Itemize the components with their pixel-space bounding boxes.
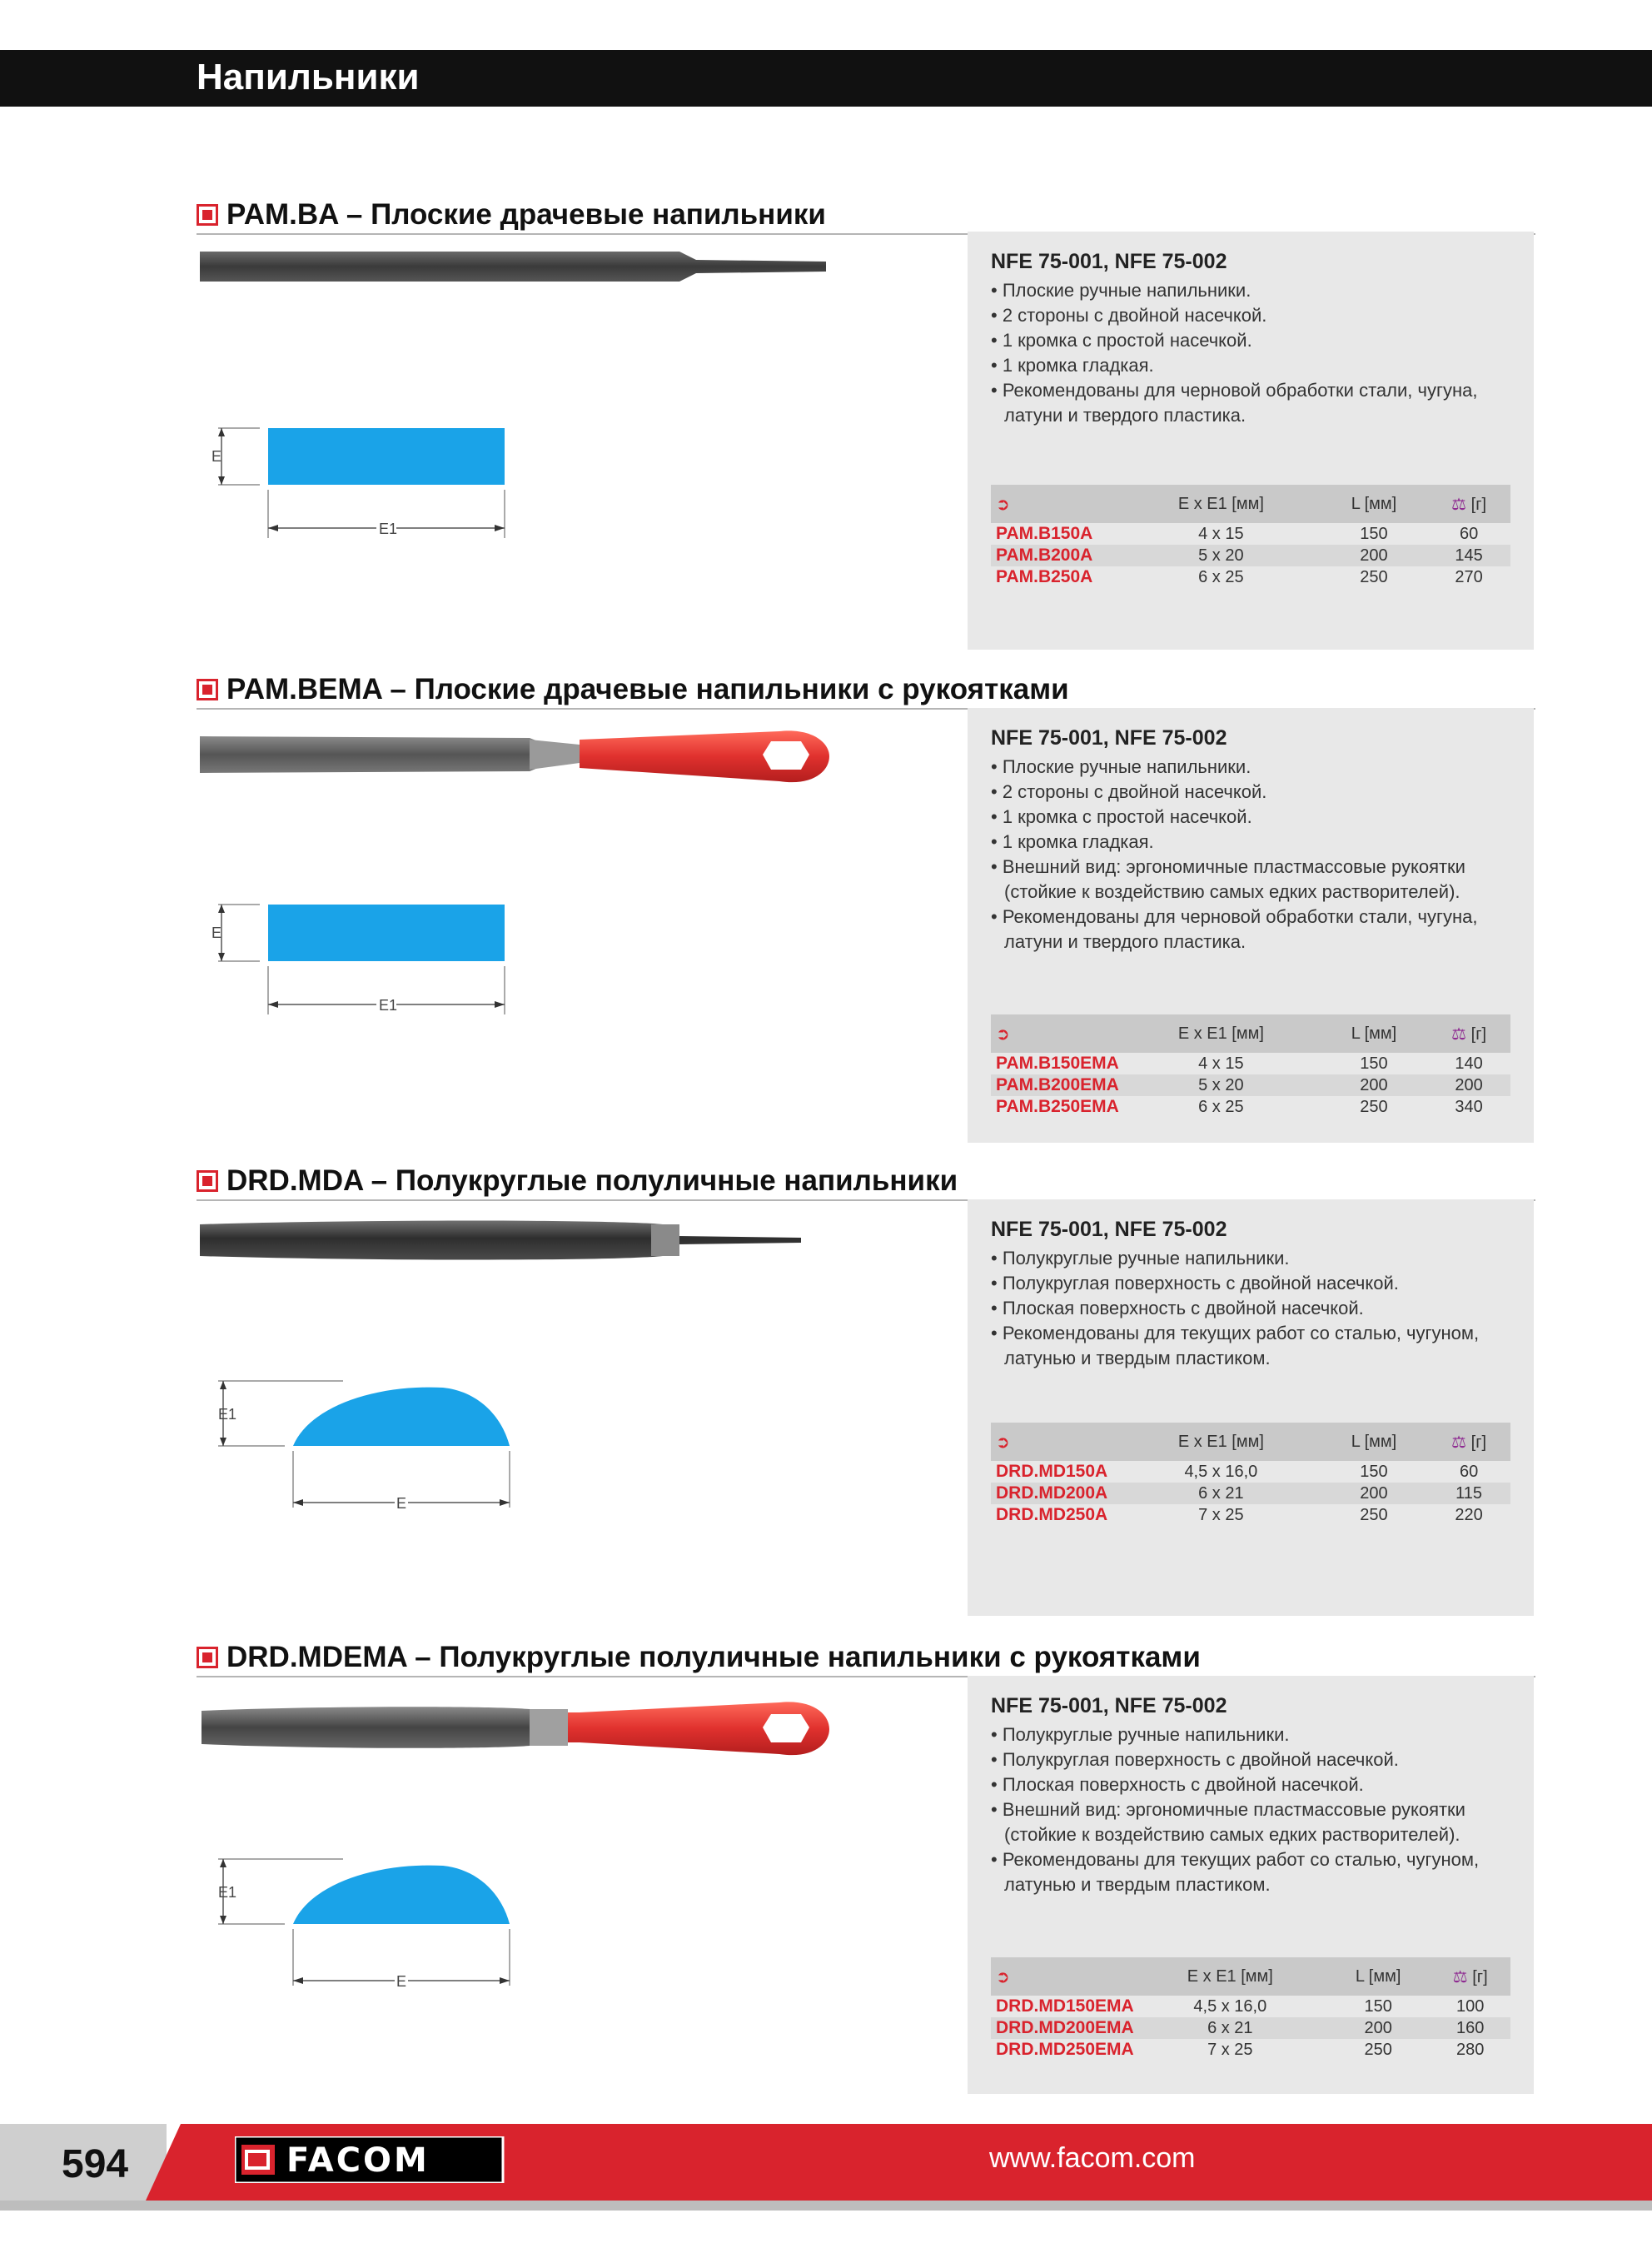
table-row bbox=[991, 1504, 1510, 1526]
row-len: 150 bbox=[1364, 1996, 1392, 2016]
rect-profile-diagram bbox=[210, 416, 518, 541]
feature-item: • Плоская поверхность с двойной насечкой. bbox=[991, 1296, 1507, 1321]
row-len: 150 bbox=[1360, 524, 1388, 543]
section-header-drd-mdema bbox=[197, 1639, 1535, 1677]
row-len: 200 bbox=[1326, 2017, 1430, 2039]
spec-table bbox=[991, 1423, 1510, 1526]
feature-list bbox=[991, 755, 1507, 955]
reference-icon: ➲ bbox=[991, 1957, 1134, 1996]
row-weight: 60 bbox=[1459, 1462, 1479, 1481]
profile-width-label: E1 bbox=[379, 521, 398, 537]
col-dimensions: E x E1 [мм] bbox=[1134, 1957, 1326, 1996]
row-dim: 6 x 21 bbox=[1134, 2017, 1326, 2039]
row-weight: 280 bbox=[1455, 2040, 1485, 2059]
feature-item: • Плоские ручные напильники. bbox=[991, 278, 1507, 303]
feature-list bbox=[991, 1722, 1507, 1897]
row-dim: 5 x 20 bbox=[1122, 1074, 1321, 1096]
row-ref: DRD.MD250EMA bbox=[996, 2040, 1134, 2059]
spec-box-pam-bema bbox=[968, 708, 1534, 1143]
row-len: 150 bbox=[1360, 1054, 1388, 1073]
section-header-pam-ba bbox=[197, 197, 1535, 235]
weight-icon: ⚖ bbox=[1452, 1967, 1468, 1986]
table-row bbox=[991, 523, 1510, 545]
row-ref: PAM.B150EMA bbox=[996, 1054, 1119, 1073]
reference-icon: ➲ bbox=[991, 485, 1122, 523]
feature-list bbox=[991, 1246, 1507, 1371]
table-row bbox=[991, 1483, 1510, 1504]
row-ref: PAM.B250EMA bbox=[996, 1097, 1119, 1116]
feature-item: • Полукруглые ручные напильники. bbox=[991, 1246, 1507, 1271]
feature-item: • 1 кромка гладкая. bbox=[991, 830, 1507, 855]
table-row bbox=[991, 2039, 1510, 2061]
table-row bbox=[991, 1996, 1510, 2017]
spec-box-drd-mdema bbox=[968, 1676, 1534, 2094]
row-len: 250 bbox=[1360, 1097, 1388, 1116]
row-dim: 7 x 25 bbox=[1198, 1505, 1244, 1524]
table-row bbox=[991, 1096, 1510, 1118]
table-row bbox=[991, 1074, 1510, 1096]
col-dimensions: E x E1 [мм] bbox=[1122, 1014, 1321, 1053]
row-ref: DRD.MD150A bbox=[996, 1462, 1108, 1481]
feature-item: • Полукруглые ручные напильники. bbox=[991, 1722, 1507, 1747]
row-dim: 4 x 15 bbox=[1198, 524, 1244, 543]
row-ref: DRD.MD200EMA bbox=[991, 2017, 1134, 2039]
table-row bbox=[991, 566, 1510, 588]
table-row bbox=[991, 1461, 1510, 1483]
col-length: L [мм] bbox=[1321, 1014, 1427, 1053]
row-dim: 4,5 x 16,0 bbox=[1184, 1462, 1258, 1481]
feature-item: • 1 кромка с простой насечкой. bbox=[991, 805, 1507, 830]
row-weight: 140 bbox=[1455, 1054, 1483, 1073]
row-weight: 60 bbox=[1459, 524, 1479, 543]
row-dim: 4,5 x 16,0 bbox=[1193, 1996, 1267, 2016]
spec-table bbox=[991, 1957, 1510, 2061]
profile-width-label: E1 bbox=[379, 997, 398, 1014]
flat-file-image bbox=[197, 247, 829, 288]
row-weight: 220 bbox=[1455, 1505, 1483, 1524]
profile-height-label: E bbox=[211, 925, 222, 941]
section-title: PAM.BEMA – Плоские драчевые напильники с рукоятками bbox=[226, 673, 1069, 705]
feature-list bbox=[991, 278, 1507, 428]
rect-profile-diagram bbox=[210, 893, 518, 1018]
page-number: 594 bbox=[62, 2142, 129, 2186]
feature-item: • Плоские ручные напильники. bbox=[991, 755, 1507, 780]
half-round-profile-diagram bbox=[210, 1851, 526, 1992]
feature-item: • Рекомендованы для текущих работ со сталью, чугуном, латунью и твердым пластиком. bbox=[991, 1847, 1507, 1897]
profile-width-label: E bbox=[396, 1973, 407, 1990]
row-ref: DRD.MD150EMA bbox=[996, 1996, 1134, 2016]
feature-item: • 2 стороны с двойной насечкой. bbox=[991, 780, 1507, 805]
row-weight: 115 bbox=[1427, 1483, 1510, 1504]
row-ref: DRD.MD200A bbox=[991, 1483, 1122, 1504]
section-marker-icon bbox=[197, 204, 218, 226]
row-len: 200 bbox=[1321, 545, 1427, 566]
brand-name: FACOM bbox=[286, 2141, 430, 2180]
half-round-file-image bbox=[197, 1216, 813, 1263]
section-header-drd-mda bbox=[197, 1163, 1535, 1201]
feature-item: • Рекомендованы для текущих работ со сталью, чугуном, латунью и твердым пластиком. bbox=[991, 1321, 1507, 1371]
standard-label: NFE 75-001, NFE 75-002 bbox=[991, 1694, 1227, 1717]
col-dimensions: E x E1 [мм] bbox=[1122, 1423, 1321, 1461]
weight-icon: ⚖ bbox=[1451, 1024, 1467, 1044]
col-length: L [мм] bbox=[1321, 1423, 1427, 1461]
spec-box-drd-mda bbox=[968, 1199, 1534, 1616]
feature-item: • Полукруглая поверхность с двойной насечкой. bbox=[991, 1271, 1507, 1296]
facom-logo bbox=[235, 2136, 510, 2183]
col-length: L [мм] bbox=[1326, 1957, 1430, 1996]
feature-item: • Полукруглая поверхность с двойной насечкой. bbox=[991, 1747, 1507, 1772]
row-len: 250 bbox=[1360, 1505, 1388, 1524]
col-weight: ⚖ [г] bbox=[1427, 485, 1510, 523]
weight-icon: ⚖ bbox=[1451, 495, 1467, 514]
flat-file-with-handle-image bbox=[197, 720, 846, 791]
row-len: 200 bbox=[1321, 1074, 1427, 1096]
page-title: Напильники bbox=[197, 57, 420, 97]
col-length: L [мм] bbox=[1321, 485, 1427, 523]
standard-label: NFE 75-001, NFE 75-002 bbox=[991, 726, 1227, 750]
feature-item: • Внешний вид: эргономичные пластмассовые рукоятки (стойкие к воздействию самых едких растворителей). bbox=[991, 1797, 1507, 1847]
col-weight: ⚖ [г] bbox=[1430, 1957, 1510, 1996]
row-len: 200 bbox=[1321, 1483, 1427, 1504]
row-len: 250 bbox=[1364, 2040, 1392, 2059]
row-dim: 6 x 21 bbox=[1122, 1483, 1321, 1504]
row-ref: DRD.MD250A bbox=[996, 1505, 1108, 1524]
section-marker-icon bbox=[197, 1647, 218, 1668]
page-header-bar bbox=[0, 50, 1652, 107]
feature-item: • Плоская поверхность с двойной насечкой. bbox=[991, 1772, 1507, 1797]
website-link[interactable]: www.facom.com bbox=[989, 2142, 1196, 2174]
row-weight: 160 bbox=[1430, 2017, 1510, 2039]
table-row bbox=[991, 1053, 1510, 1074]
standard-label: NFE 75-001, NFE 75-002 bbox=[991, 1218, 1227, 1241]
feature-item: • Внешний вид: эргономичные пластмассовые рукоятки (стойкие к воздействию самых едких растворителей). bbox=[991, 855, 1507, 905]
profile-width-label: E bbox=[396, 1495, 407, 1512]
section-title: DRD.MDA – Полукруглые полуличные напильники bbox=[226, 1164, 958, 1197]
spec-table bbox=[991, 1014, 1510, 1118]
table-row bbox=[991, 545, 1510, 566]
spec-box-pam-ba bbox=[968, 232, 1534, 650]
section-title: DRD.MDEMA – Полукруглые полуличные напильники с рукоятками bbox=[226, 1641, 1201, 1673]
row-len: 250 bbox=[1360, 567, 1388, 586]
reference-icon: ➲ bbox=[991, 1423, 1122, 1461]
section-marker-icon bbox=[197, 679, 218, 700]
half-round-file-with-handle-image bbox=[197, 1691, 846, 1766]
standard-label: NFE 75-001, NFE 75-002 bbox=[991, 250, 1227, 273]
section-title: PAM.BA – Плоские драчевые напильники bbox=[226, 198, 826, 231]
reference-icon: ➲ bbox=[991, 1014, 1122, 1053]
row-dim: 5 x 20 bbox=[1122, 545, 1321, 566]
feature-item: • 1 кромка с простой насечкой. bbox=[991, 328, 1507, 353]
row-weight: 200 bbox=[1427, 1074, 1510, 1096]
table-row bbox=[991, 2017, 1510, 2039]
half-round-profile-diagram bbox=[210, 1373, 526, 1514]
feature-item: • 1 кромка гладкая. bbox=[991, 353, 1507, 378]
spec-table bbox=[991, 485, 1510, 588]
weight-icon: ⚖ bbox=[1451, 1433, 1467, 1452]
row-dim: 6 x 25 bbox=[1198, 567, 1244, 586]
row-weight: 145 bbox=[1427, 545, 1510, 566]
row-dim: 7 x 25 bbox=[1207, 2040, 1253, 2059]
row-weight: 100 bbox=[1455, 1996, 1485, 2016]
row-len: 150 bbox=[1360, 1462, 1388, 1481]
feature-item: • Рекомендованы для черновой обработки стали, чугуна, латуни и твердого пластика. bbox=[991, 905, 1507, 955]
profile-height-label: E1 bbox=[218, 1406, 237, 1423]
row-dim: 6 x 25 bbox=[1198, 1097, 1244, 1116]
col-weight: ⚖ [г] bbox=[1427, 1423, 1510, 1461]
row-ref: PAM.B200EMA bbox=[991, 1074, 1122, 1096]
row-ref: PAM.B200A bbox=[991, 545, 1122, 566]
feature-item: • Рекомендованы для черновой обработки стали, чугуна, латуни и твердого пластика. bbox=[991, 378, 1507, 428]
row-ref: PAM.B250A bbox=[996, 567, 1093, 586]
row-ref: PAM.B150A bbox=[996, 524, 1093, 543]
col-dimensions: E x E1 [мм] bbox=[1122, 485, 1321, 523]
row-weight: 340 bbox=[1455, 1097, 1483, 1116]
section-marker-icon bbox=[197, 1170, 218, 1192]
section-header-pam-bema bbox=[197, 671, 1535, 710]
row-dim: 4 x 15 bbox=[1198, 1054, 1244, 1073]
footer-underline bbox=[0, 2201, 1652, 2211]
row-weight: 270 bbox=[1455, 567, 1483, 586]
col-weight: ⚖ [г] bbox=[1427, 1014, 1510, 1053]
feature-item: • 2 стороны с двойной насечкой. bbox=[991, 303, 1507, 328]
profile-height-label: E1 bbox=[218, 1884, 237, 1901]
profile-height-label: E bbox=[211, 448, 222, 465]
